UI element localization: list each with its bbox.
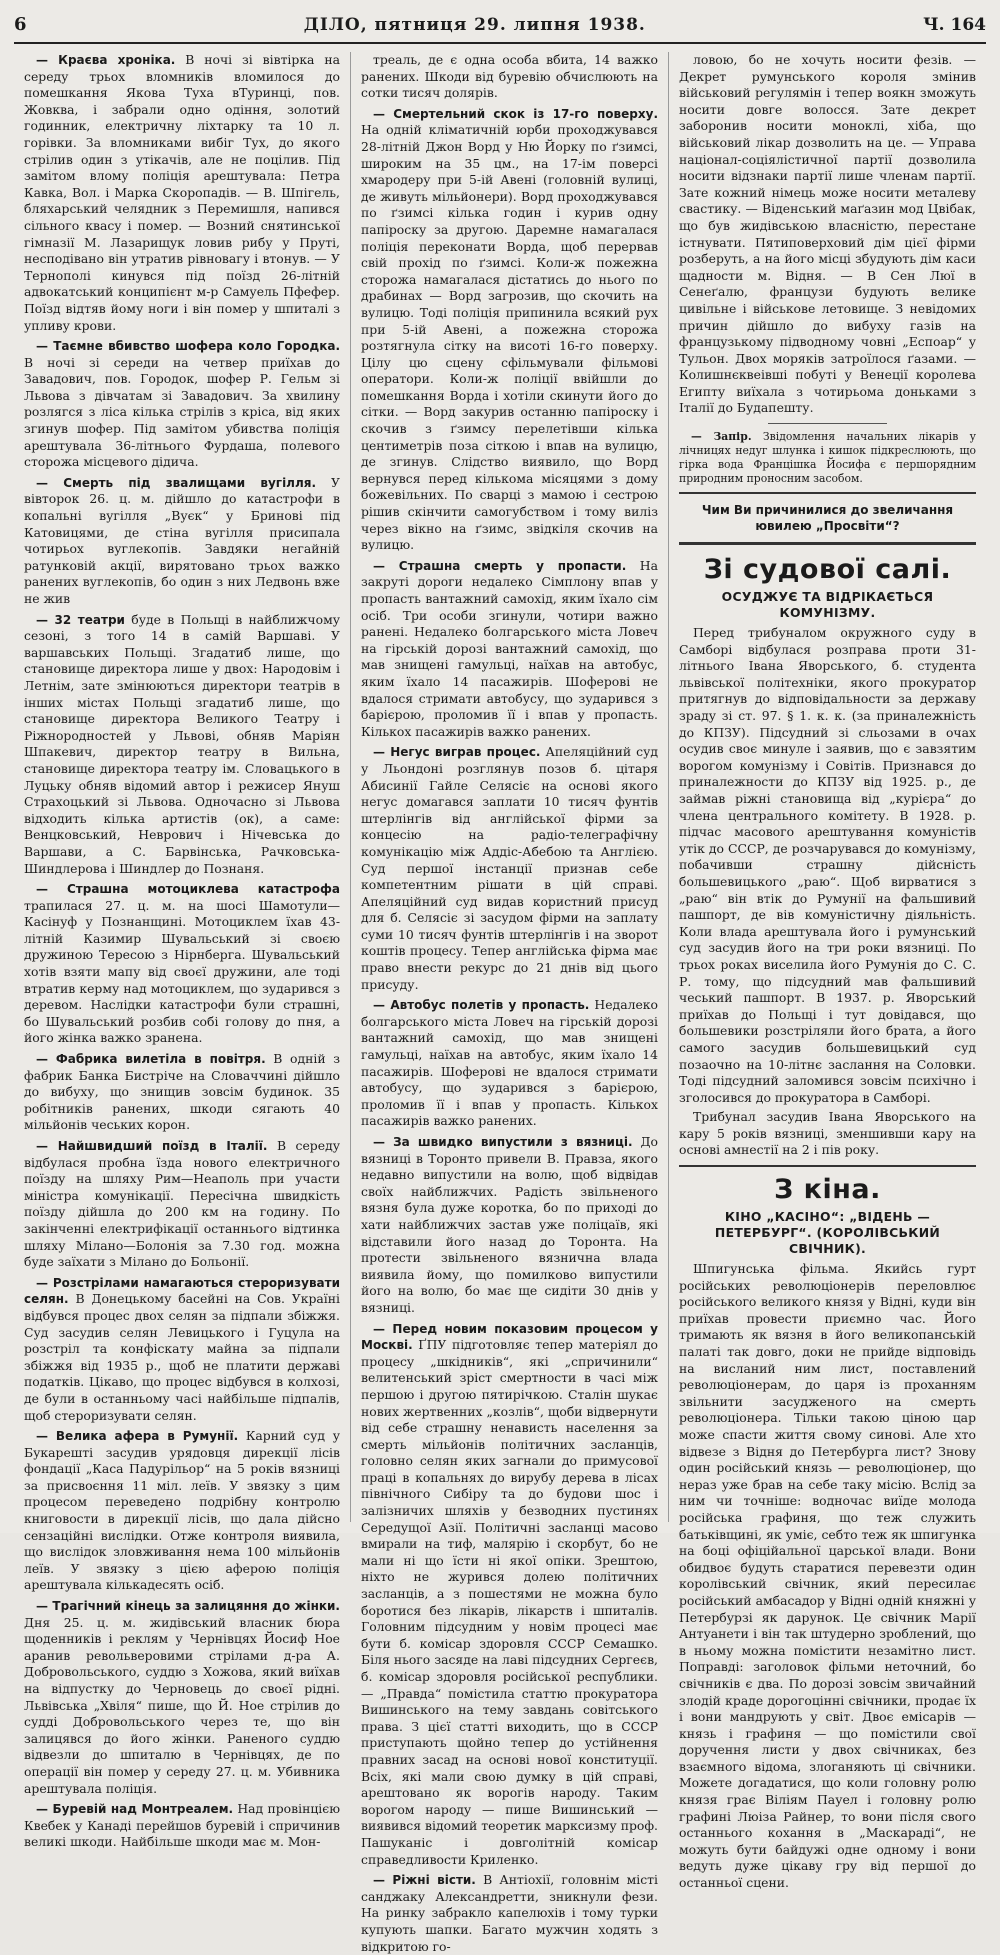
- news-item: [24, 1275, 340, 1424]
- column-2: [350, 52, 668, 1954]
- court-verdict: Трибунал засудив Івана Яворського на кару 5 років вязниці, зменшивши кару на основі амнестії на 2 і пів року.: [679, 1109, 976, 1158]
- news-item: [24, 1138, 340, 1271]
- news-item: [24, 52, 340, 334]
- news-item-text: На закруті дороги недалеко Сімплону впав у пропасть вантажний самохід, яким їхало сім осіб. Три особи згинули, чотири важно ранені. Недалеко болгарського міста Ловеч на гірській дорозі вантажний самохід, що мав знищені гамульці, наїхав на автобус, яким їхало 14 пасажирів. Шоферові не вдалося стримати автобусу, що зударився з барієрою, проломив її і впав у пропасть. Кількох пасажирів важко ранених.: [361, 557, 658, 739]
- court-subhead: ОСУДЖУЄ ТА ВІДРІКАЄТЬСЯ КОМУНІЗМУ.: [721, 589, 934, 621]
- columns: [14, 52, 986, 1954]
- news-item-headline: — Буревій над Монтреалем.: [36, 1802, 234, 1817]
- column-1: [14, 52, 350, 1850]
- news-item-headline: — Смерть під звалищами вугілля.: [36, 475, 317, 490]
- page-header: [14, 14, 986, 44]
- news-item-headline: — Краєва хроніка.: [36, 53, 176, 67]
- news-item-text: Недалеко болгарського міста Ловеч на гірській дорозі вантажний самохід, що мав знищені гамульці, наїхав на автобус, яким їхало 14 пасажирів. Шоферові не вдалося стримати автобусу, що зударився з барієрою, проломив її і впав у пропасть. Кількох пасажирів важко ранених.: [361, 997, 658, 1129]
- news-item: [24, 612, 340, 878]
- news-item-text: У вівторок 26. ц. м. дійшло до катастрофи в копальні вугілля „Вуєк“ у Бринові під Катовицями, де стіна вугілля присипала чотирьох вуглекопів. Завдяки негайній ратунковій акції, вирятовано трьох важко ранених вуглекопів, бо один з них Ледвонь вже не жив: [24, 474, 340, 606]
- continuation-text: ловою, бо не хочуть носити фезів. — Декрет румунського короля змінив військовий регулямін і тепер воякн зможуть носити довге волосся. Зате декрет заборонив носити моноклі, хіба, що військовий лікар дозволить на це. — Управа націонал-соціялістичної партії дозволила носити відзнаки партії лише членам партії. Зате кожний німець може носити металеву свастику. — Віденський маґазин мод Цвібак, що був жидівською власністю, перестане істнувати. Пятиповерховий дім цієї фірми розберуть, а на його місці збудують дім каси щадности м. Відня. — В Сен Люї в Сенеґалю, французи будують велике цивільне і військове летовище. З невідомих причин дійшло до вибуху газів на французькому підводному човні „Еспоар“ у Тульон. Двох моряків затроїлося ґазами. — Колишнєквеівші побуті у Венеції королева Египту виїхала з чотирьома доньками з Італії до Будапешту.: [679, 52, 976, 416]
- news-item-text: треаль, де є одна особа вбита, 14 важко ранених. Шкоди від буревію обчислюють на сотки тисяч долярів.: [361, 52, 658, 101]
- news-item: [24, 1598, 340, 1797]
- news-item-headline: — Велика афера в Румунії.: [36, 1429, 239, 1444]
- news-item-text: ҐПУ підготовляє тепер матеріял до процесу „шкідників“, які „спричинили“ велитенський зріст смертности в часі між першою і другою пятирічкою. Сталін шукає нових жертвенних „козлів“, щоби відвернути від себе страшну ненависть населення за смерть мільйонів політичних засланців, головно селян яких загнали до примусової праці в копальнях до вирубу дерева в лісах північного Сибіру та до будови шос і залізничих шляхів у безводних пустинях Середущої Азії. Політичні засланці масово вмирали на тиф, малярію і скорбут, бо не мали ні що їсти ні якої опіки. Зрештою, ніхто не журився долею політичних засланців, а з пошестями не можна було боротися без лікарів, лікарств і шпиталів. Головним підсудним у новім процесі має бути б. комісар здоровля СССР Семашко. Біля нього засяде на лаві підсудних Сергеєв, б. комісар здоровля російської республики. — „Правда“ помістила статтю прокуратора Вишинського на тему завдань совітського права. З цієї статті виходить, що в СССР приступають щойно тепер до устійнення правних засад на основі нової конституції. Всіх, які мали свою думку в цій справі, арештовано як ворогів народу. Таким ворогом народу — пише Вишинський — виявився відомий теоретик марксизму проф. Пашуканіс і довголітній комісар справедливости Криленко.: [361, 1337, 658, 1867]
- news-item: [361, 997, 658, 1130]
- cinema-text: Шпигунська фільма. Якийсь гурт російських революціонерів переловлює російського великого князя у Відні, куди він приїхав провести приємно час. Його тримають як вязня в його великопанській палаті так довго, доки не прийде відповідь на висланий ним лист, поставлений революціонерам, до царя із проханням звільнити засудженого на смерть революціонера. Тільки такою ціною цар може спасти життя свому синові. Але хто відвезе з Відня до Петербурга лист? Знову один російський князь — революціонер, що нераз уже брав на себе таку місію. Вслід за ним чи точніше: водночас виїде молода російська графиня, що теж служить батьківщині, як уміє, себто теж як шпигунка на боці офіційальної царської влади. Вони обидвоє будуть старатися перевезти один королівський свічник, який пересилає російський амбасадор у Відні одній княжні у Петербурзі як дарунок. Це свічник Марії Антуанети і він так штудерно зроблений, що в ньому можна помістити незамітно лист. Поправді: заголовок фільми неточний, бо свічників є два. По дорозі зовсім звичайний злодій краде дорогоцінні свічники, продає їх і вони мандрують у світ. Двоє емісарів — князь і графиня — що помістили свої доручення листи у двох свічниках, без взаємного відома, злоганяють ці свічники. Можете догадатися, що коли головну ролю князя грає Віліям Пауел і головну ролю графині Люіза Райнер, то вони після свого останнього кохання в „Маскараді“, не можуть бути байдужі одне одному і вони ведуть дуже цікаву гру від першої до останньої сцени.: [679, 1261, 976, 1891]
- news-item-text: На одній кліматичній юрби проходжувався 28-літній Джон Ворд у Ню Йорку по ґзимсі, широким на 35 цм., на 17-ім поверсі хмародеру при 5-ій Авені (головній вулиці, де живуть мільйонери). Ворд проходжувався по ґзимсі кілька годин і курив одну папіроску за другою. Даремне намагалася поліція переконати Ворда, щоб перервав свій прохід по ґзимсі. Коли-ж пожежна сторожа намагалася дістатись до нього по драбинах — Ворд загрозив, що скочить на вулицю. Тоді поліція припинила всякий рух при 5-ій Авені, а пожежна сторожа розтягнула сітку на висоті 16-го поверху. Цілу цю сцену сфільмували фільмові оператори. Коли-ж поліції ввійшли до помешкання Ворда і хотіли скинути його до сітки. — Ворд закурив останню папіроску і скочив з ґзимсу перелетівши кілька центиметрів поза сіткою і впав на вулицю, де згинув. Слідство виявило, що Ворд вернувся перед кількома місяцями з дому божевільних. По сварці з мамою і сестрою рішив скінчити самогубством і тому виліз через вікно на ґзимс, звідкіля скочив на вулицю.: [361, 122, 658, 553]
- news-item-headline: — Негус виграв процес.: [373, 745, 541, 760]
- issue-number: Ч. 164: [923, 15, 986, 35]
- news-item-text: В середу відбулася пробна їзда нового електричного поїзду на шляху Рим—Неаполь при участи міністра комунікації. Пересічна швидкість поїзду дійшла до 200 км на годину. По закінченні електрифікації останнього відтинка шляху Мілано—Болонія за 7.30 год. можна буде заїхати з Мілано до Больонії.: [24, 1138, 340, 1270]
- news-item-headline: — Розстрілами намагаються стероризувати селян.: [24, 1275, 340, 1307]
- news-item-text: трапилася 27. ц. м. на шосі Шамотули—Касінуф у Познанщині. Мотоциклем їхав 43-літній Казимир Шувальський зі своєю дружиною Тересою з Нірнберга. Шувальський хотів взяти мапу від своєї дружини, але тоді втратив керму над мотоциклем, що зударився з деревом. Наслідки катастрофи були страшні, бо Шувальський розбив собі голову до пня, а його жінка важко зранена.: [24, 897, 340, 1046]
- news-item-text: Карний суд у Букарешті засудив урядовця дирекції лісів фондації „Каса Падурільор“ на 5 років вязниці за присвоєння 11 міл. леїв. У звязку з цим процесом переведено подрібну контролю книговости в дирекції лісів, що дала дійсно сензаційні вислідки. Отже контроля виявила, що вислідок зловживання нема 100 мільйонів леїв. У звязку з цією аферою поліція арештувала кількадесять осіб.: [24, 1428, 340, 1593]
- news-item-text: Дня 25. ц. м. жидівський власник бюра щоденників і реклям у Чернівцях Йосиф Ное аранив револьверовими стрілами д-ра А. Добровольського, суддю з Хожова, який виїхав на відпустку до Черновець до своєї рідні. Львівська „Хвіля“ пише, що Й. Ное стрілив до судді Добровольського через те, що він залицявся до його жінки. Раненого суддю відвезли до шпиталю в Чернівцях, де по операції він помер у середу 27. ц. м. Убивника арештувала поліція.: [24, 1614, 340, 1796]
- news-item-headline: — Ріжні вісти.: [373, 1873, 476, 1888]
- news-item: [24, 1801, 340, 1851]
- news-item-text: В Донецькому басейні на Сов. Україні відбувся процес двох селян за підпали збіжжя. Суд засудив селян Левицького і Гуцула на розстріл та конфіскату майна за підпали збіжжя від 1935 р., щоб не платити державі податків. Цікаво, що процес відбувся в колхозі, де були в останньому часі найбільше підпалів, щоб стероризувати селян.: [24, 1291, 340, 1423]
- news-item-headline: — Автобус полетів у пропасть.: [373, 998, 590, 1013]
- news-item-text: В ночі зі вівтірка на середу трьох вломників вломилося до помешкання Якова Туха вТуринці, пов. Жовква, і забрали одно одіння, золотий годинник, електричну ліхтарку та 10 л. горівки. За вломниками вибіг Тух, до якого стрілив один з утікачів, але не поцілив. Під замітом вломy поліція арештувала: Петра Кавка, Вол. і Марка Скоропадів. — В. Шпігель, бляхарський челядник з Перемишля, напився сільного квасу і помер. — Возний снятинської гімназії М. Лазарищук ловив рибу у Пруті, несподівано він утратив рівновагу і втонув. — У Тернополі кинувся під поїзд 26-літній адвокатський конципієнт м-р Самуель Пфефер. Поїзд відтяв йому ноги і він помер у шпиталі з упливу крови.: [24, 52, 340, 333]
- masthead: ДІЛО, пятниця 29. липня 1938.: [303, 15, 646, 35]
- news-item-text: До вязниці в Торонто привели В. Правза, якого недавно випустили на волю, щоб відвідав своїх найближчих. Радість звільненого вязня була дуже коротка, бо по приході до хати найближчих застав уже поліцаїв, які відставили його назад до Торонта. На протести звільненого вязнична влада виявила йому, що помилково випустили його на волю, бо має ще сидіти 30 днів у вязниці.: [361, 1134, 658, 1315]
- advert-note-label: — Запір.: [691, 430, 752, 444]
- news-item-headline: — Трагічний кінець за залицяння до жінки.: [36, 1599, 340, 1614]
- news-item: [361, 1321, 658, 1869]
- divider: [768, 423, 887, 424]
- news-item: [361, 744, 658, 993]
- news-item-text: Апеляційний суд у Льондоні розглянув позов б. цітаря Абисинії Гайле Селясіє на основі якого негус домагався заплати 10 тисяч фунтів штерлінгів від англійської фірми за концесію на радіо-телеграфічну комунікацію між Аддіс-Абебою та Англією. Суд першої інстанції признав себе компетентним рішати в цій справі. Апеляційний суд видав користний присуд для б. Селясіє зі засудом фірми на заплату суми 10 тисяч фунтів штерлінгів і на зворот коштів процесу. Тепер англійська фірма має право внести рекурс до 21 днів від цього присуду.: [361, 744, 658, 992]
- advert-note: [679, 430, 976, 486]
- news-item: [361, 558, 658, 741]
- divider: [679, 1165, 976, 1167]
- cinema-section-title: З кіна.: [774, 1174, 881, 1206]
- news-item: [24, 475, 340, 608]
- news-item-text: буде в Польщі в найближчому сезоні, з того 14 в самій Варшаві. У варшавських Польщі. Згадатиб лише, що становище директора лише у двох: Народовім і Летнім, зате змінюються директори театрів в інших містах Польщі згадатиб лише, що становище директора Великого Театру і Ріжнородностей у Львові, обняв Маріян Шпакевич, директор театру в Вильна, становище директора театру ім. Словацького в Луцьку обняв відомий автор і режисер Януш Страхоцький зі Львова. Одночасно зі Львова відходить кілька артистів (ок), а саме: Венцковський, Неврович і Нічевська до Варшави, а С. Барвінська, Рачковська-Шиндлерова і Шиндлер до Познаня.: [24, 611, 340, 876]
- news-item: [361, 1134, 658, 1317]
- news-item: [361, 52, 658, 102]
- news-item: [24, 338, 340, 471]
- court-text: Перед трибуналом окружного суду в Самборі відбулася розправа проти 31-літнього Івана Яворського, б. студента львівської політехніки, якого прокуратор притягнув до відповідальности за державу зраду зі ст. 97. § 1. к. к. (за приналежність до КПЗУ). Підсудний зі сльозами в очах осудив своє минуле і заявив, що є завзятим ворогом комунізму і Совітів. Признався до приналежности до КПЗУ від 1925. р., де займав ріжні становища від „курієра“ до члена центрального комітету. В 1928. р. підчас масового арештування комуністів утік до СССР, де розчарувався до комунізму, побачивши страшну дійсність большевицького „раю“. Щоб вирватися з „раю“ він втік до Румунії на фальшивий пашпорт, де вів комуністичну діяльність. Коли влада арештувала його і румунський суд засудив його на три роки вязниці. По трьох роках виселила його Румунія до С. С. Р. тому, що підсудний мав фальшивий чеський пашпорт. В 1937. р. Яворський приїхав до Польщі і тут довідався, що большевики розстріляли його брата, а його самого засудив большевицький суд позаочно на 10-літнє заслання на Соловки. Тоді підсудний заломився зовсім психічно і зголосився до прокуратора в Самборі.: [679, 625, 976, 1105]
- news-item-headline: — Перед новим показовим процесом у Москві.: [361, 1321, 658, 1353]
- court-section-title: Зі судової салі.: [703, 554, 952, 586]
- news-item-text: В одній з фабрик Банка Бистріче на Словаччині дійшло до вибуху, що знищив зовсім будинок. 35 робітників ранених, шкоди сягають 40 мільйонів чеських корон.: [24, 1051, 341, 1133]
- news-item-text: В Антіохії, головнім місті санджаку Александретти, зникнули фези. На ринку забракло капелюхів і тому турки купують шапки. Багато мужчин ходять з відкритою го-: [361, 1872, 659, 1954]
- page-number: 6: [14, 14, 27, 35]
- advert-note-text: Звідомлення начальних лікарів у лічницях недуг шлунка і кишок підкреслюють, що гірка вода Францішка Йосифа є першорядним природним проносним засобом.: [679, 430, 976, 486]
- news-item-text: Над провінцією Квебек у Канаді перейшов буревій і спричинив великі шкоди. Найбільше шкоди має м. Мон-: [24, 1801, 340, 1850]
- news-item: [24, 881, 340, 1047]
- news-item: [24, 1051, 340, 1134]
- news-item: [24, 1428, 340, 1594]
- news-item-headline: — Фабрика вилетіла в повітря.: [36, 1052, 266, 1067]
- news-item-headline: — Найшвидший поїзд в Італії.: [36, 1139, 268, 1153]
- news-item-headline: — Таємне вбивство шофера коло Городка.: [36, 339, 340, 354]
- news-item-text: В ночі зі середи на четвер приїхав до Завадович, пов. Городок, шофер Р. Гельм зі Львова з дівчатам зі Завадович. За хвилину розлягся з ліса кілька стрілів з кріса, від яких згинув шофер. Під замітом убивства поліція арештувала 36-літнього Фурдаша, полевого сторожа місцевого дідича.: [24, 354, 340, 470]
- cinema-subhead: КІНО „КАСІНО“: „ВІДЕНЬ — ПЕТЕРБУРГ“. (КОРОЛІВСЬКИЙ СВІЧНИК).: [714, 1209, 941, 1257]
- news-item-headline: — Страшна смерть у пропасти.: [373, 558, 627, 573]
- news-item-headline: — Смертельний скок із 17-го поверху.: [373, 106, 658, 121]
- news-item: [361, 1872, 658, 1955]
- news-item: [361, 106, 658, 554]
- prosvita-appeal: Чим Ви причинилися до звеличання ювилею „Просвіти“?: [679, 492, 976, 545]
- column-3: [668, 52, 986, 1891]
- news-item-headline: — Страшна мотоциклева катастрофа: [36, 882, 340, 897]
- news-item-headline: — 32 театри: [36, 612, 125, 627]
- news-item-headline: — За швидко випустили з вязниці.: [373, 1135, 633, 1149]
